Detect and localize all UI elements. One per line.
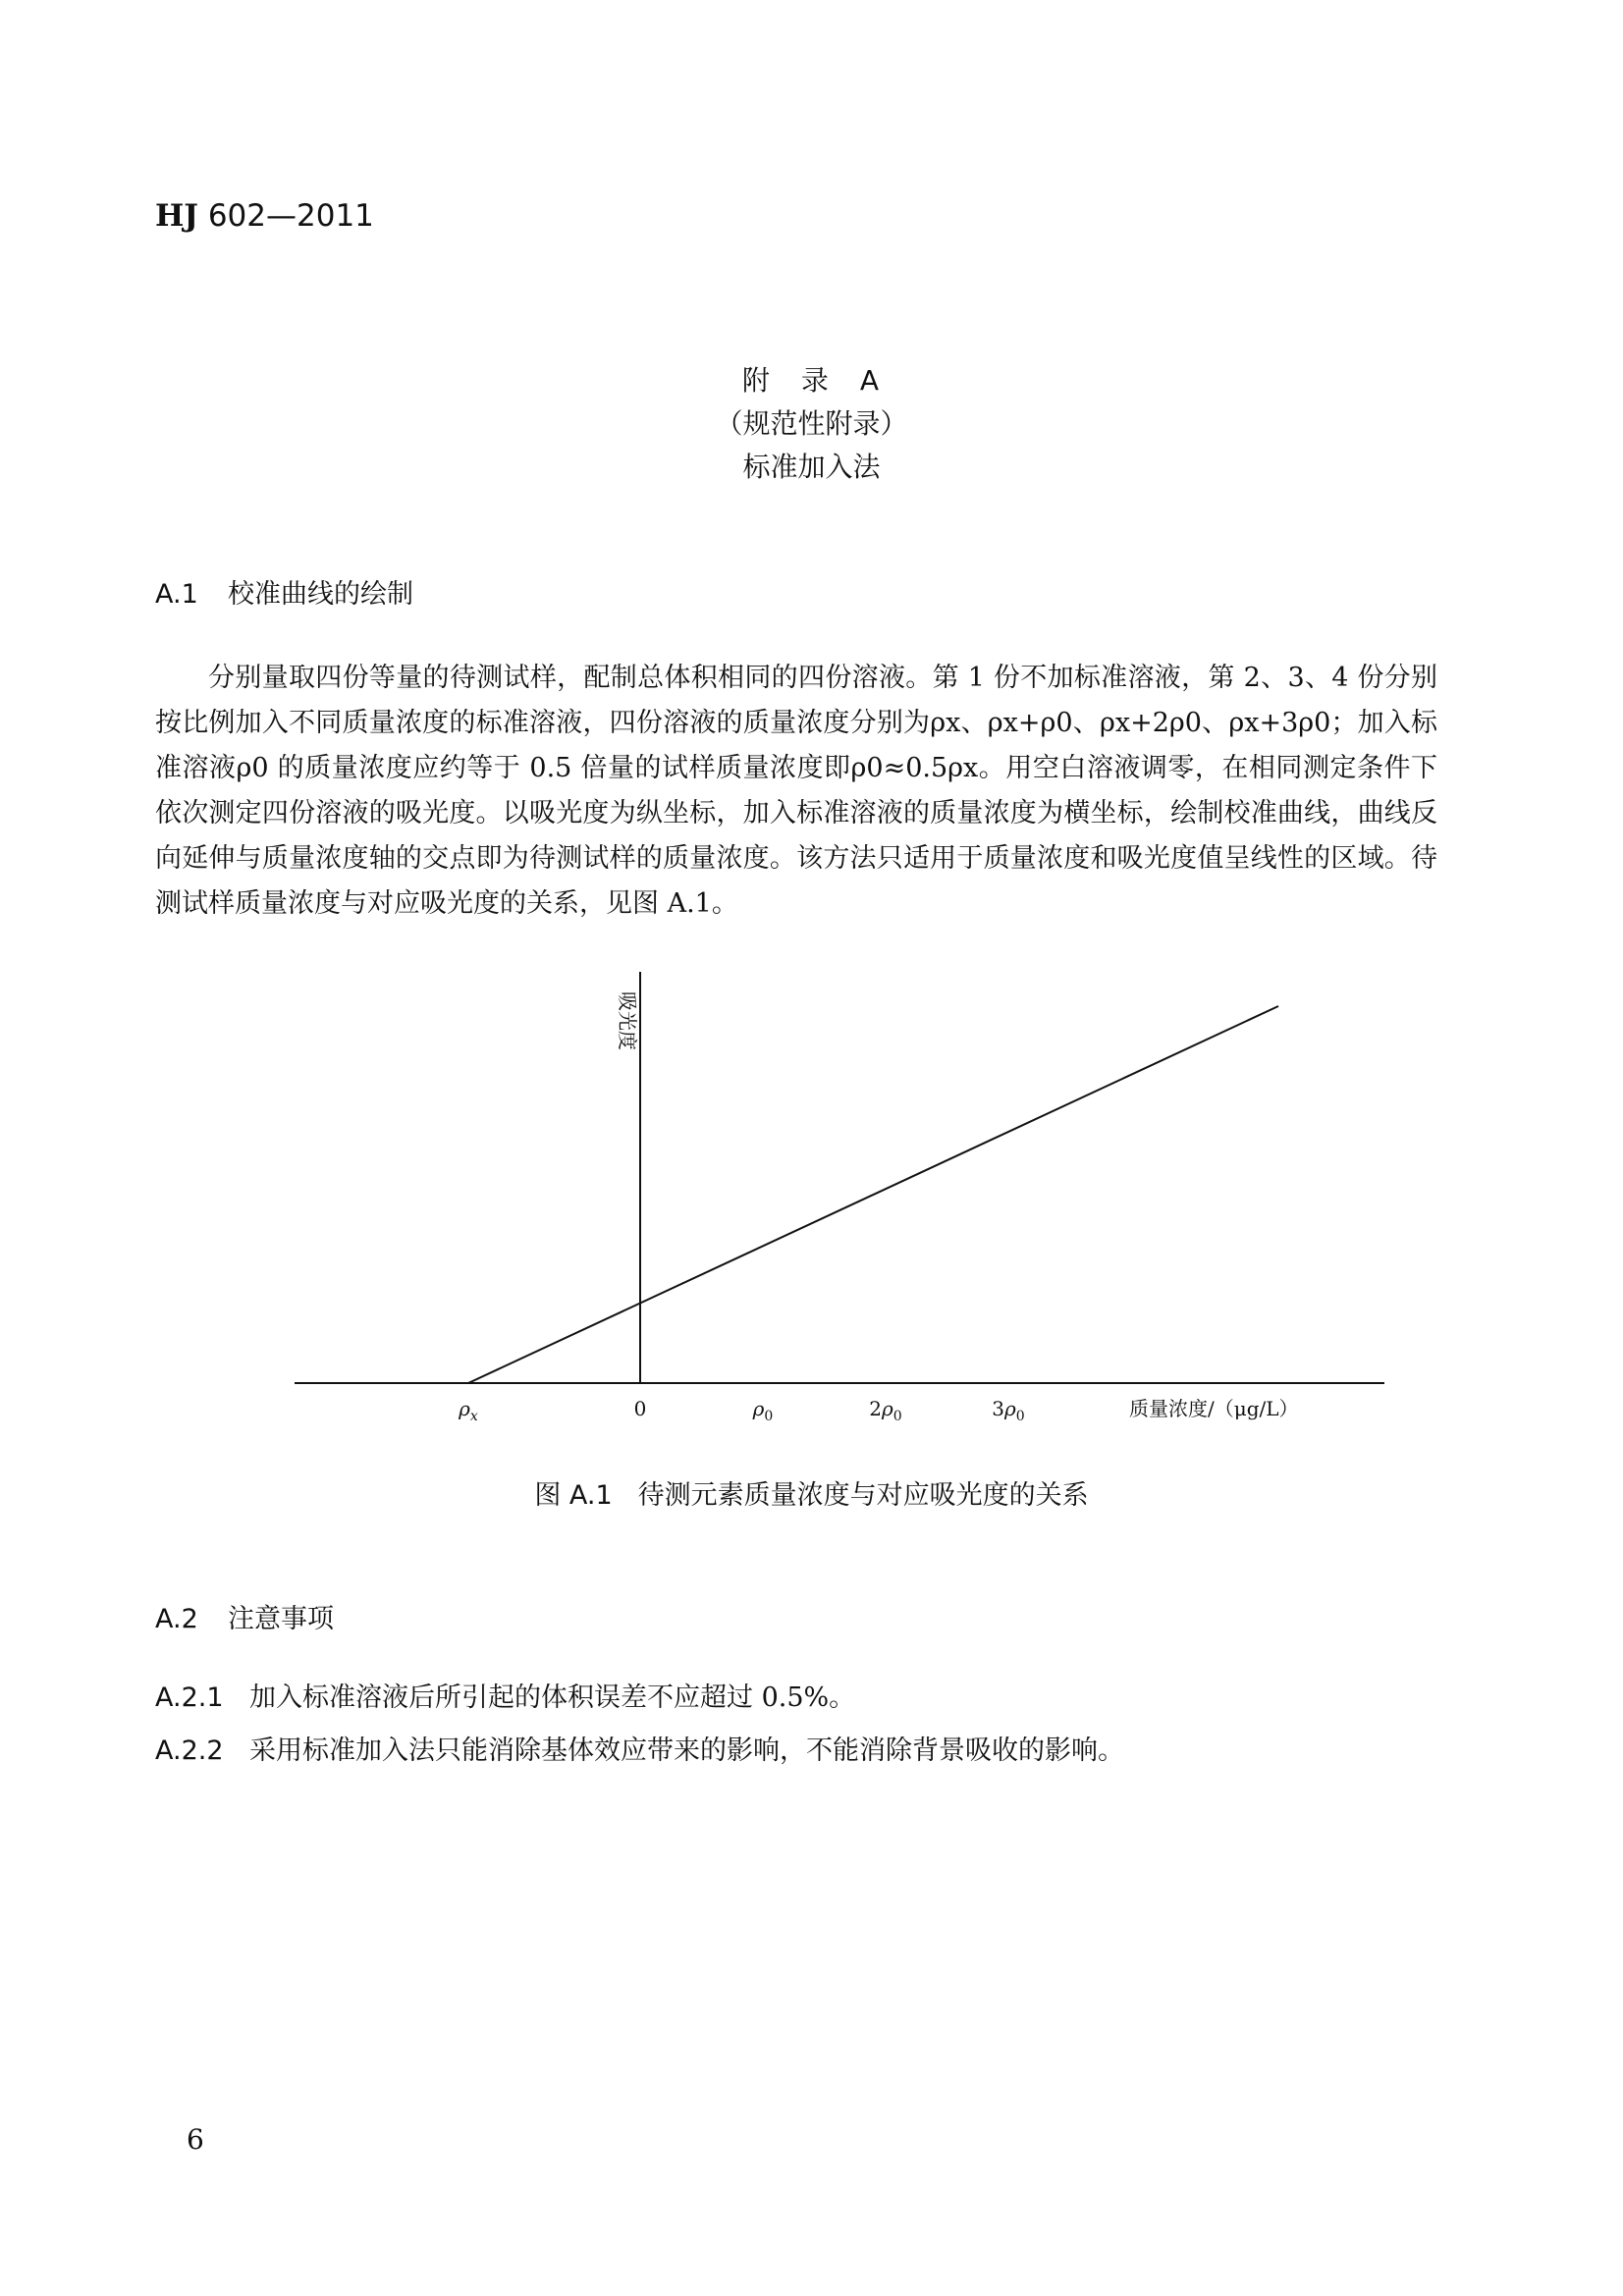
section-number: A.1 <box>155 579 198 610</box>
annex-type: （规范性附录） <box>715 407 908 440</box>
section-heading-a1 <box>155 575 413 614</box>
section-heading-a2 <box>155 1600 334 1639</box>
figure-caption <box>0 1476 1623 1516</box>
x-tick-label: $\rho_0$ <box>752 1397 774 1424</box>
x-axis-label: 质量浓度/（μg/L） <box>1129 1397 1299 1420</box>
x-tick-label: 0 <box>633 1397 647 1420</box>
note-number: A.2.2 <box>155 1735 224 1766</box>
calibration-line-0 <box>468 1006 1278 1383</box>
note-text: 采用标准加入法只能消除基体效应带来的影响，不能消除背景吸收的影响。 <box>249 1735 1124 1766</box>
figure-caption-text: 待测元素质量浓度与对应吸光度的关系 <box>637 1480 1089 1511</box>
note-item <box>155 1732 1124 1771</box>
x-tick-label: $\rho_x$ <box>459 1397 478 1424</box>
section-title: 校准曲线的绘制 <box>228 579 413 610</box>
note-number: A.2.1 <box>155 1682 224 1713</box>
figure-number: 图 A.1 <box>534 1480 613 1511</box>
annex-name: 标准加入法 <box>742 451 881 483</box>
section-number: A.2 <box>155 1604 198 1634</box>
series-layer <box>468 1006 1278 1383</box>
section-title: 注意事项 <box>228 1604 334 1634</box>
calibration-chart <box>0 933 1623 1443</box>
note-text: 加入标准溶液后所引起的体积误差不应超过 0.5%。 <box>249 1682 856 1713</box>
x-tick-label: $3\rho_0$ <box>992 1397 1025 1424</box>
annex-title: 附 录 A <box>741 364 882 397</box>
y-axis-label: 吸光度 <box>616 991 639 1050</box>
x-tick-label: $2\rho_0$ <box>869 1397 902 1424</box>
standard-code-header <box>155 196 374 236</box>
standard-code-prefix: HJ <box>155 198 198 234</box>
tick-layer <box>458 1397 1025 1424</box>
body-paragraph: 分别量取四份等量的待测试样，配制总体积相同的四份溶液。第 1 份不加标准溶液，第 2、3、4 份分别按比例加入不同质量浓度的标准溶液，四份溶液的质量浓度分别为ρx、ρx+ρ0、ρx+2ρ0、ρx+3ρ0；加入标准溶液ρ0 的质量浓度应约等于 0.5 倍量的试样质量浓度即ρ0≈0.5ρx。用空白溶液调零，在相同测定条件下依次测定四份溶液的吸光度。以吸光度为纵坐标，加入标准溶液的质量浓度为横坐标，绘制校准曲线，曲线反向延伸与质量浓度轴的交点即为待测试样的质量浓度。该方法只适用于质量浓度和吸光度值呈线性的区域。待测试样质量浓度与对应吸光度的关系，见图 A.1。 <box>155 663 1437 919</box>
page-number: 6 <box>187 2123 204 2156</box>
note-item <box>155 1679 855 1718</box>
standard-code-number: 602—2011 <box>197 198 374 234</box>
